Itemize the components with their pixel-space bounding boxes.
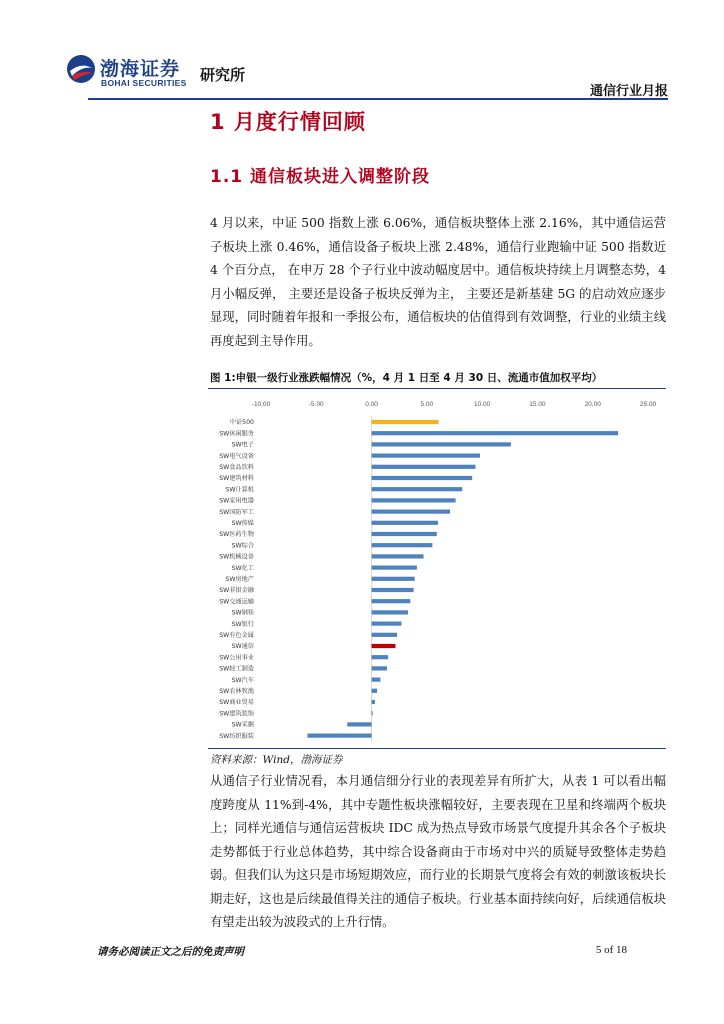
page-number: 5 of 18 bbox=[595, 944, 627, 956]
bar bbox=[372, 532, 437, 536]
x-tick-label: 25.00 bbox=[639, 401, 657, 408]
category-label: SW医药生物 bbox=[219, 531, 254, 539]
subsection-heading: 1.1 通信板块进入调整阶段 bbox=[210, 167, 431, 187]
category-label: SW有色金属 bbox=[219, 632, 254, 639]
category-label: SW机械设备 bbox=[219, 553, 254, 561]
category-label: SW化工 bbox=[231, 564, 254, 572]
bar bbox=[372, 700, 375, 704]
bar bbox=[372, 633, 397, 637]
figure-bottom-rule bbox=[208, 748, 666, 749]
brand-name-en: BOHAI SECURITIES bbox=[101, 78, 187, 88]
category-label: SW综合 bbox=[231, 542, 254, 550]
figure-top-rule bbox=[208, 388, 666, 389]
bar bbox=[372, 711, 373, 715]
category-label: SW农林牧渔 bbox=[219, 688, 254, 695]
bar bbox=[372, 666, 387, 670]
brand-name-cn: 渤海证券 bbox=[100, 58, 181, 80]
report-type: 通信行业月报 bbox=[589, 84, 668, 99]
category-label: SW家用电器 bbox=[219, 497, 254, 505]
bar bbox=[372, 487, 463, 491]
header-divider bbox=[88, 98, 668, 100]
bar bbox=[372, 510, 451, 514]
paragraph-analysis: 从通信子行业情况看，本月通信细分行业的表现差异有所扩大，从表 1 可以看出幅度跨度从 11%到-4%，其中专题性板块涨幅较好，主要表现在卫星和终端两个板块上；同样光通信与通信运营板块 IDC 成为热点导致市场景气度提升其余各个子板块走势都低于行业总体趋势，其中综合设备商由于市场对中兴的质疑导致整体走势趋弱。但我们认为这只是市场短期效应，而行业的长期景气度将会有效的刺激该板块长期走好，这也是后续最值得关注的通信子板块。行业基本面持续向好，后续通信板块有望走出较为波段式的上升行情。 bbox=[210, 774, 666, 929]
bar bbox=[372, 465, 476, 469]
category-label: SW休闲服务 bbox=[219, 430, 254, 438]
category-label: SW计算机 bbox=[225, 486, 254, 494]
x-tick-label: 0.00 bbox=[365, 401, 378, 408]
bar bbox=[372, 678, 381, 682]
section-heading: 1 月度行情回顾 bbox=[210, 110, 366, 134]
bar bbox=[372, 644, 396, 648]
figure-title: 图 1:申银一级行业涨跌幅情况（%，4 月 1 日至 4 月 30 日、流通市值加权平均） bbox=[210, 372, 603, 384]
bar bbox=[372, 521, 438, 525]
bar bbox=[372, 543, 433, 547]
category-label: SW钢铁 bbox=[231, 609, 254, 617]
bar bbox=[347, 722, 371, 726]
page-header bbox=[0, 0, 724, 100]
bar bbox=[372, 454, 480, 458]
x-tick-label: -5.00 bbox=[308, 401, 324, 408]
category-label: SW房地产 bbox=[225, 576, 254, 583]
paragraph-intro: 4 月以来，中证 500 指数上涨 6.06%，通信板块整体上涨 2.16%，其中通信运营子板块上涨 0.46%，通信设备子板块上涨 2.48%，通信行业跑输中证 500 指数近 4 个百分点， 在申万 28 个子行业中波动幅度居中。通信板块持续上月调整态势，4 月小幅反弹， 主要还是设备子板块反弹为主， 主要还是新基建 5G 的启动效应逐步显现，同时随着年报和一季报公布，通信板块的估值得到有效调整，行业的业绩主线再度起到主导作用。 bbox=[210, 216, 666, 348]
x-tick-label: 20.00 bbox=[584, 401, 601, 408]
category-label: SW商业贸易 bbox=[219, 699, 254, 707]
category-label: SW纺织服装 bbox=[219, 732, 254, 740]
bar bbox=[372, 554, 424, 558]
bar bbox=[307, 734, 371, 738]
institute-label: 研究所 bbox=[200, 66, 246, 84]
category-label: SW传媒 bbox=[231, 520, 254, 527]
bar bbox=[372, 442, 511, 446]
category-label: SW建筑装饰 bbox=[219, 710, 254, 718]
footer-disclaimer: 请务必阅读正文之后的免责声明 bbox=[97, 946, 244, 958]
x-tick-label: 10.00 bbox=[474, 401, 491, 408]
bar bbox=[372, 610, 408, 614]
category-label: SW非银金融 bbox=[219, 587, 254, 595]
category-label: SW轻工制造 bbox=[219, 665, 254, 673]
category-label: SW交通运输 bbox=[219, 598, 254, 606]
bar bbox=[372, 622, 402, 626]
x-tick-label: 5.00 bbox=[420, 401, 434, 408]
category-label: SW公用事业 bbox=[219, 654, 254, 662]
bar bbox=[372, 476, 473, 480]
category-label: SW电气设备 bbox=[219, 452, 254, 460]
bohai-logo-icon bbox=[66, 54, 96, 84]
industry-return-chart bbox=[208, 392, 666, 746]
bar bbox=[372, 420, 439, 424]
category-label: SW银行 bbox=[231, 620, 254, 628]
bar bbox=[372, 566, 417, 570]
bar bbox=[372, 588, 414, 592]
bar bbox=[372, 599, 411, 603]
category-label: 中证500 bbox=[229, 419, 254, 427]
bar bbox=[372, 498, 456, 502]
category-label: SW通信 bbox=[231, 643, 254, 651]
bar bbox=[372, 431, 619, 435]
figure-source: 资料来源：Wind，渤海证券 bbox=[210, 754, 343, 766]
category-label: SW建筑材料 bbox=[219, 475, 254, 483]
x-tick-label: -10.00 bbox=[251, 401, 271, 408]
category-label: SW汽车 bbox=[231, 676, 254, 684]
category-label: SW食品饮料 bbox=[219, 464, 254, 471]
category-label: SW电子 bbox=[231, 441, 254, 449]
category-label: SW国防军工 bbox=[219, 508, 254, 516]
bar bbox=[372, 577, 415, 581]
bar bbox=[372, 689, 378, 693]
bar bbox=[372, 655, 389, 659]
x-tick-label: 15.00 bbox=[529, 401, 546, 408]
category-label: SW采掘 bbox=[231, 721, 254, 729]
